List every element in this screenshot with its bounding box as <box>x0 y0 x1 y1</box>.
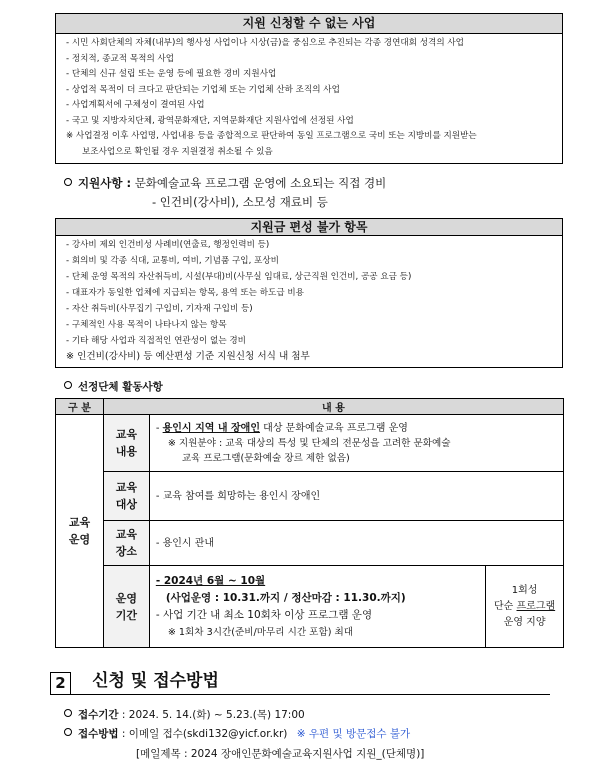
support-sub: - 인건비(강사비), 소모성 재료비 등 <box>152 195 328 209</box>
non-fundable-items-list <box>56 236 562 365</box>
target-highlight: 용인시 지역 내 장애인 <box>162 422 260 434</box>
list-item: - 자산 취득비(사무집기 구입비, 기자재 구입비 등) <box>66 304 253 314</box>
support-line <box>64 175 386 191</box>
list-item: - 정치적, 종교적 목적의 사업 <box>66 53 175 64</box>
non-fundable-items-title: 지원금 편성 불가 항목 <box>56 219 562 236</box>
section-2-header <box>50 666 550 695</box>
row-label: 교육 장소 <box>103 521 149 566</box>
table-row <box>56 472 564 521</box>
section-number: 2 <box>50 672 71 695</box>
apply-period: 접수기간 : 2024. 5. 14.(화) ~ 5.23.(목) 17:00 <box>64 707 305 722</box>
list-note-continued: 보조사업으로 확인될 경우 지원결정 취소될 수 있음 <box>82 146 273 157</box>
list-item: - 시민 사회단체의 자체(내부)의 행사성 사업이나 시상(금)을 중심으로 추진되는 각종 경연대회 성격의 사업 <box>66 38 464 48</box>
list-item: - 국고 및 지방자치단체, 광역문화재단, 지역문화재단 지원사업에 선정된 사업 <box>66 115 354 126</box>
apply-method: 접수방법 : 이메일 접수(skdi132@yicf.or.kr) ※ 우편 및 방문접수 불가 <box>64 726 410 741</box>
circle-bullet-icon <box>64 728 72 736</box>
target-cell: - 교육 참여를 희망하는 용인시 장애인 <box>149 472 563 521</box>
table-header-row <box>56 399 564 415</box>
row-label: 교육 내용 <box>103 415 149 472</box>
list-item: - 구체적인 사용 목적이 나타나지 않는 항목 <box>66 320 227 330</box>
list-item: - 대표자가 동일한 업체에 지급되는 항목, 용역 또는 하도급 비용 <box>66 288 304 298</box>
circle-bullet-icon <box>64 709 72 717</box>
list-item: - 상업적 목적이 더 크다고 판단되는 기업체 또는 기업체 산하 조직의 사업 <box>66 84 340 95</box>
circle-bullet-icon <box>64 381 72 389</box>
support-label: 지원사항 : <box>78 176 132 190</box>
list-item: - 회의비 및 각종 식대, 교통비, 여비, 기념품 구입, 포상비 <box>66 256 279 266</box>
method-note: ※ 우편 및 방문접수 불가 <box>296 728 411 740</box>
ineligible-projects-title: 지원 신청할 수 없는 사업 <box>56 14 562 34</box>
period-side-note: 1회성 단순 프로그램 운영 지양 <box>486 566 564 648</box>
ineligible-projects-box <box>55 13 563 164</box>
list-note: ※ 사업결정 이후 사업명, 사업내용 등을 종합적으로 판단하여 동일 프로그램으로 국비 또는 지방비를 지원받는 <box>66 131 477 141</box>
list-item: - 단체의 신규 설립 또는 운영 등에 필요한 경비 지원사업 <box>66 69 277 79</box>
list-item: - 강사비 제외 인건비성 사례비(연출료, 행정인력비 등) <box>66 240 270 250</box>
table-row <box>56 566 564 648</box>
group-label: 교육 운영 <box>56 415 104 648</box>
table-row <box>56 521 564 566</box>
non-fundable-items-box <box>55 218 563 368</box>
ineligible-projects-list <box>56 34 562 160</box>
header-content: 내 용 <box>103 399 563 415</box>
support-text: 문화예술교육 프로그램 운영에 소요되는 직접 경비 <box>134 176 387 190</box>
list-item: - 사업계획서에 구체성이 결여된 사업 <box>66 100 205 110</box>
circle-bullet-icon <box>64 178 72 186</box>
table-row <box>56 415 564 472</box>
email-subject: [메일제목 : 2024 장애인문화예술교육지원사업 지원_(단체명)] <box>136 748 425 760</box>
list-item: - 단체 운영 목적의 자산취득비, 시설(부대)비(사무실 임대료, 상근직원 인건비, 공공 요금 등) <box>66 272 412 282</box>
activity-heading: 선정단체 활동사항 <box>64 379 163 394</box>
content-cell: - 용인시 지역 내 장애인 대상 문화예술교육 프로그램 운영 ※ 지원분야 : 교육 대상의 특성 및 단체의 전문성을 고려한 문화예술 교육 프로그램(문화예술 장르 제한 없음) <box>149 415 563 472</box>
section-title: 신청 및 접수방법 <box>92 671 219 691</box>
period-cell: - 2024년 6월 ~ 10월 (사업운영 : 10.31.까지 / 정산마감 : 11.30.까지) - 사업 기간 내 최소 10회차 이상 프로그램 운영 ※ 1회차 3시간(준비/마무리 시간 포함) 최대 <box>149 566 485 648</box>
list-note: ※ 인건비(강사비) 등 예산편성 기준 지원신청 서식 내 첨부 <box>66 351 310 362</box>
place-cell: - 용인시 관내 <box>149 521 563 566</box>
row-label: 교육 대상 <box>103 472 149 521</box>
row-label: 운영 기간 <box>103 566 149 648</box>
activity-table <box>55 398 564 648</box>
list-item: - 기타 해당 사업과 직접적인 연관성이 없는 경비 <box>66 336 246 346</box>
header-category: 구 분 <box>56 399 104 415</box>
